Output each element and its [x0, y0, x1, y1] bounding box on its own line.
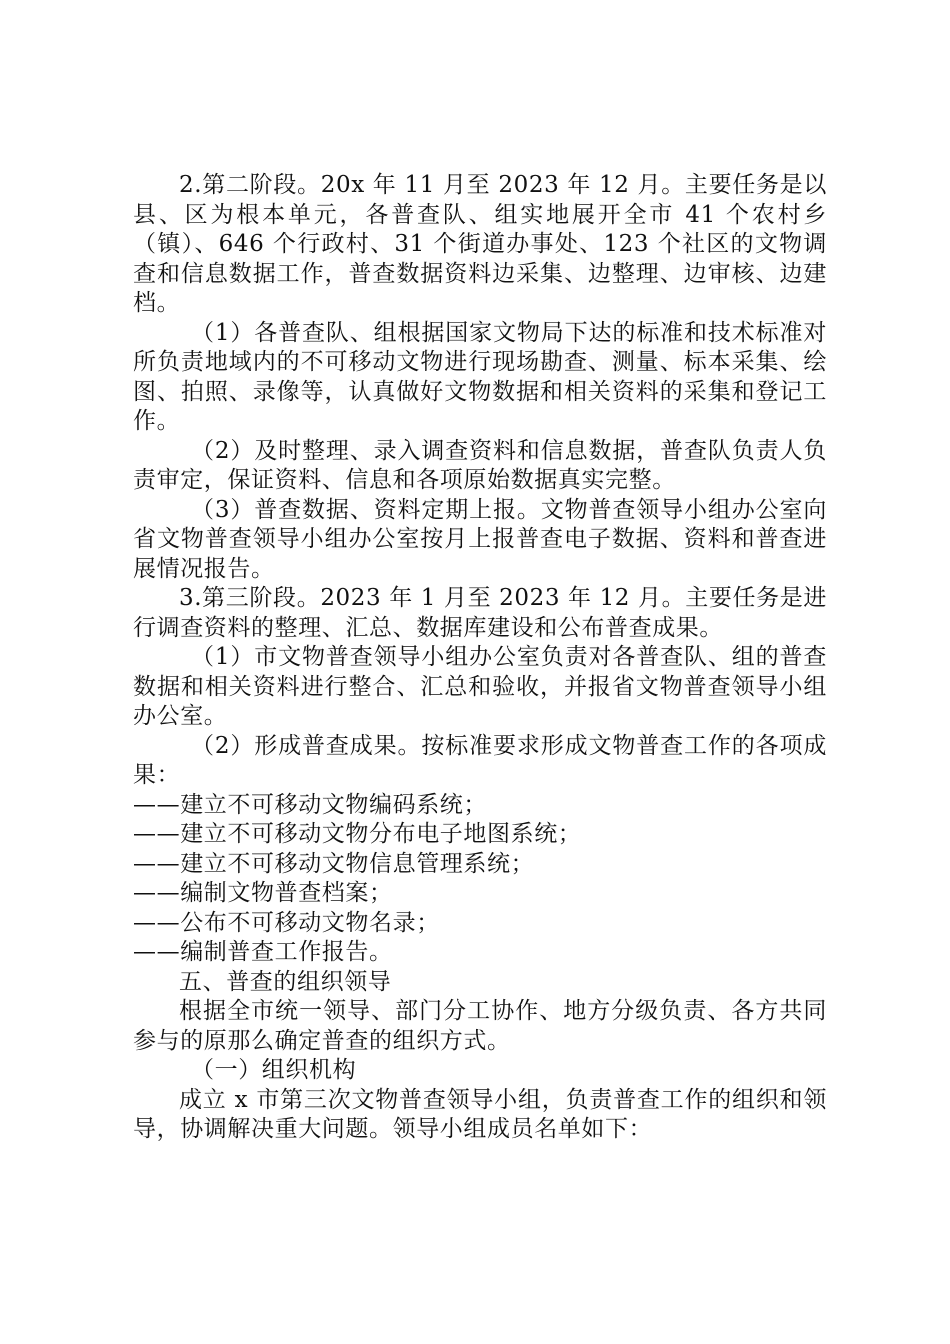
- result-item-directory: ——公布不可移动文物名录；: [133, 909, 440, 936]
- paragraph-stage-two-item-3: （3）普查数据、资料定期上报。文物普查领导小组办公室向省文物普查领导小组办公室按月上报普查电子数据、资料和普查进展情况报告。: [133, 496, 827, 582]
- paragraph-organization-method: 根据全市统一领导、部门分工协作、地方分级负责、各方共同参与的原那么确定普查的组织方式。: [133, 998, 827, 1054]
- paragraph-stage-three-item-2: （2）形成普查成果。按标准要求形成文物普查工作的各项成果：: [133, 732, 827, 788]
- result-item-info-system: ——建立不可移动文物信息管理系统；: [133, 850, 535, 877]
- paragraph-stage-two-item-1: （1）各普查队、组根据国家文物局下达的标准和技术标准对所负责地域内的不可移动文物进行现场勘查、测量、标本采集、绘图、拍照、录像等，认真做好文物数据和相关资料的采集和登记工作。: [133, 319, 827, 434]
- result-item-report: ——编制普查工作报告。: [133, 939, 393, 965]
- document-body: [133, 171, 827, 1145]
- result-item-e-map-system: ——建立不可移动文物分布电子地图系统；: [133, 821, 582, 847]
- paragraph-leading-group: 成立 x 市第三次文物普查领导小组，负责普查工作的组织和领导，协调解决重大问题。领导小组成员名单如下：: [133, 1086, 827, 1142]
- paragraph-stage-three-item-1: （1）市文物普查领导小组办公室负责对各普查队、组的普查数据和相关资料进行整合、汇总和验收，并报省文物普查领导小组办公室。: [133, 644, 827, 729]
- subheading-organization-body: （一）组织机构: [191, 1057, 357, 1083]
- result-item-archives: ——编制文物普查档案；: [133, 880, 393, 906]
- result-item-coding-system: ——建立不可移动文物编码系统；: [133, 791, 487, 818]
- paragraph-stage-two: 2.第二阶段。20x 年 11 月至 2023 年 12 月。主要任务是以县、区为根本单元，各普查队、组实地展开全市 41 个农村乡（镇）、646 个行政村、31 个街道办事处、123 个社区的文物调查和信息数据工作，普查数据资料边采集、边整理、边审核、边建档。: [133, 172, 827, 316]
- paragraph-stage-two-item-2: （2）及时整理、录入调查资料和信息数据，普查队负责人负责审定，保证资料、信息和各项原始数据真实完整。: [133, 437, 827, 493]
- paragraph-stage-three: 3.第三阶段。2023 年 1 月至 2023 年 12 月。主要任务是进行调查资料的整理、汇总、数据库建设和公布普查成果。: [133, 585, 827, 641]
- section-heading-organization: 五、普查的组织领导: [179, 968, 392, 995]
